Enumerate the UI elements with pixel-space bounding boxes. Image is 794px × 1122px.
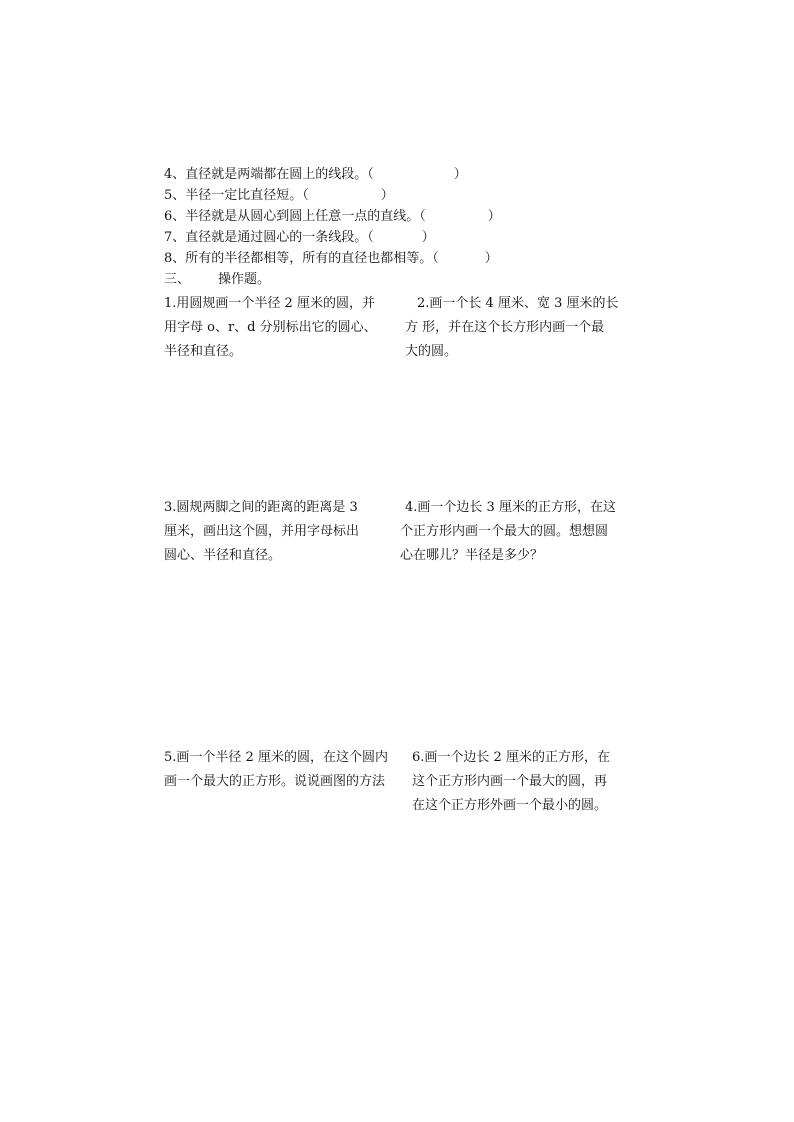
problem-6: 6.画一个边长 2 厘米的正方形，在 这个正方形内画一个最大的圆，再 在这个正方形外画一个最小的圆。 (412, 750, 610, 813)
section-heading: 三、 操作题。 (164, 272, 271, 287)
judgment-item-7: 7、直径就是通过圆心的一条线段。（ ） (164, 230, 435, 245)
judgment-item-4: 4、直径就是两端都在圆上的线段。（ ） (164, 167, 467, 182)
judgment-item-5: 5、半径一定比直径短。（ ） (164, 188, 394, 203)
judgment-item-6: 6、半径就是从圆心到圆上任意一点的直线。（ ） (164, 209, 501, 224)
problem-1: 1.用圆规画一个半径 2 厘米的圆，并 用字母 o、r、d 分别标出它的圆心、 半径和直径。 (164, 296, 377, 359)
judgment-item-8: 8、所有的半径都相等，所有的直径也都相等。（ ） (164, 251, 498, 266)
problem-2: 2.画一个长 4 厘米、宽 3 厘米的长 方 形，并在这个长方形内画一个最 大的圆。 (405, 296, 619, 359)
problem-3: 3.圆规两脚之间的距离的距离是 3 厘米，画出这个圆，并用字母标出 圆心、半径和直径。 (164, 500, 360, 563)
problem-4: 4.画一个边长 3 厘米的正方形，在这 个正方形内画一个最大的圆。想想圆 心在哪儿？半径是多少？ (400, 500, 616, 563)
problem-5: 5.画一个半径 2 厘米的圆，在这个圆内 画一个最大的正方形。说说画图的方法 (164, 750, 388, 789)
